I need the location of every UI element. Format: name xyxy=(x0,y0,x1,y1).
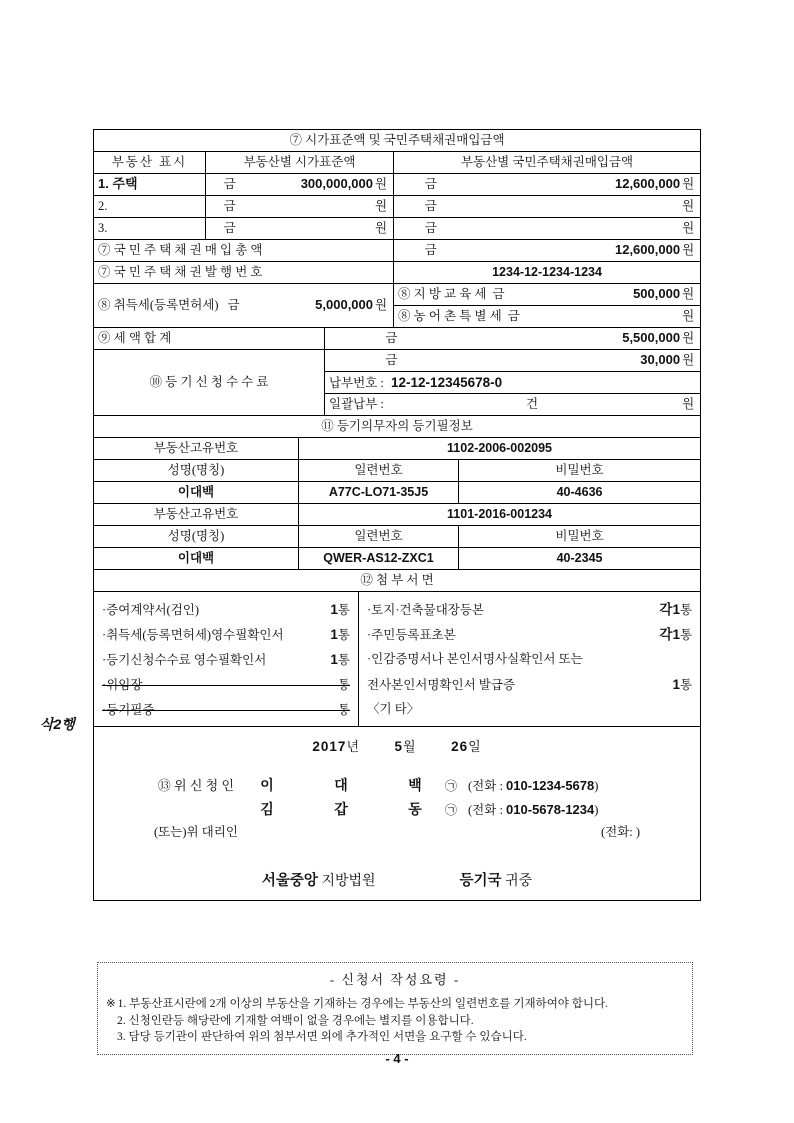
date-day: 26 xyxy=(451,739,469,754)
geum-label: 금 xyxy=(424,221,437,236)
attachment-label: ·증여계약서(검인) xyxy=(102,603,200,617)
applicant-row-2 xyxy=(94,801,700,825)
attachment-label: 〈기 타〉 xyxy=(367,702,420,716)
attachment-label: 전사본인서명확인서 발급증 xyxy=(367,678,516,692)
geum-label: 금 xyxy=(424,243,437,258)
table-row-unique-no-1 xyxy=(94,438,701,460)
applicant1-name-char-3: 백 xyxy=(408,776,422,793)
agent-row xyxy=(94,825,700,851)
local-education-tax-value: 500,000 xyxy=(633,286,681,302)
section7-title: ⑦ 시가표준액 및 국민주택채권매입금액 xyxy=(94,130,701,152)
date-month-unit: 월 xyxy=(403,739,417,754)
bond-amount-3 xyxy=(394,218,701,240)
bond-total-value: 12,600,000 xyxy=(614,242,681,258)
agent-phone: (전화: ) xyxy=(600,824,641,839)
date-year-unit: 년 xyxy=(346,739,360,754)
attachment-item xyxy=(367,672,692,697)
obligor-name-1: 이대백 xyxy=(94,482,299,504)
bond-total-value-cell xyxy=(394,240,701,262)
attachment-item-struck xyxy=(102,697,350,722)
table-row-entry-values-1 xyxy=(94,482,701,504)
signature-block xyxy=(94,727,701,901)
table-row-entry-headers-2 xyxy=(94,526,701,548)
applicant1-name-char-1: 이 xyxy=(260,776,274,793)
table-row-acquisition-and-local-edu-tax xyxy=(94,284,701,306)
table-row-property-3 xyxy=(94,218,701,240)
table-row-bond-total xyxy=(94,240,701,262)
attachments-left-list xyxy=(100,594,352,724)
attachment-qty: 통 xyxy=(337,703,350,717)
unique-no-value-2: 1101-2016-001234 xyxy=(299,504,701,526)
standard-value-amount-1: 300,000,000 xyxy=(300,176,373,192)
header-property-display: 부동산 표시 xyxy=(94,152,206,174)
won-label: 원 xyxy=(682,331,695,346)
attachment-qty: 1통 xyxy=(330,602,350,617)
table-row-tax-total xyxy=(94,328,701,350)
standard-value-3 xyxy=(206,218,394,240)
attachment-qty: 1통 xyxy=(330,652,350,667)
won-label: 원 xyxy=(375,177,388,192)
unique-no-label-1: 부동산고유번호 xyxy=(94,438,299,460)
acquisition-tax-cell xyxy=(94,284,394,328)
applicant1-name-char-2: 대 xyxy=(334,776,348,793)
attachment-label: ·주민등록표초본 xyxy=(367,628,456,642)
property-label-1: 1. 주택 xyxy=(94,174,206,196)
local-education-tax-cell xyxy=(394,284,701,306)
acquisition-tax-value: 5,000,000 xyxy=(315,297,373,313)
table-row-section11-title xyxy=(94,416,701,438)
unique-no-label-2: 부동산고유번호 xyxy=(94,504,299,526)
tax-total-value-cell xyxy=(325,328,701,350)
table-row-registration-fee-amount xyxy=(94,350,701,372)
applicant2-name-char-1: 김 xyxy=(260,800,274,817)
won-label: 원 xyxy=(682,243,695,258)
password-header-2: 비밀번호 xyxy=(459,526,701,548)
payment-number-label: 납부번호 : xyxy=(329,375,384,390)
geum-label: 금 xyxy=(227,298,240,313)
attachment-label: ·등기신청수수료 영수필확인서 xyxy=(102,653,267,667)
registration-fee-label: ⑩ 등 기 신 청 수 수 료 xyxy=(94,350,325,416)
local-education-tax-label: ⑧ 지 방 교 육 세 xyxy=(398,287,487,302)
standard-value-2 xyxy=(206,196,394,218)
table-row-unique-no-2 xyxy=(94,504,701,526)
header-bond-amount: 부동산별 국민주택채권매입금액 xyxy=(394,152,701,174)
attachments-right-column xyxy=(359,592,701,727)
geum-label: 금 xyxy=(385,353,398,368)
applicant2-name-char-3: 동 xyxy=(408,800,422,817)
table-row-section7-title xyxy=(94,130,701,152)
geum-label: 금 xyxy=(424,177,437,192)
attachment-item xyxy=(102,597,350,622)
seal-icon: ㉠ xyxy=(444,802,457,817)
attachment-label: ·위임장 xyxy=(102,678,143,692)
instruction-item-1: ※ 1. 부동산표시란에 2개 이상의 부동산을 기재하는 경우에는 부동산의 일련번호를 기재하여야 합니다. xyxy=(106,998,608,1010)
attachment-item xyxy=(367,697,692,722)
attachment-qty: 1통 xyxy=(672,677,693,692)
instruction-item-2: 2. 신청인란등 해당란에 기재할 여백이 없을 경우에는 별지를 이용합니다. xyxy=(117,1014,474,1027)
attachment-item-struck xyxy=(102,672,350,697)
name-header-1: 성명(명칭) xyxy=(94,460,299,482)
unique-no-value-1: 1102-2006-002095 xyxy=(299,438,701,460)
page-number: - 4 - xyxy=(385,1051,409,1066)
geum-label: 금 xyxy=(223,177,236,192)
applicant-row-1 xyxy=(94,777,700,801)
court-office-row xyxy=(94,873,700,890)
bond-amount-2 xyxy=(394,196,701,218)
farm-special-tax-label: ⑧ 농 어 촌 특 별 세 xyxy=(398,309,502,324)
standard-value-1 xyxy=(206,174,394,196)
won-label: 원 xyxy=(682,309,695,324)
acquisition-tax-label: ⑧ 취득세(등록면허세) xyxy=(98,298,219,313)
geum-label: 금 xyxy=(492,287,505,302)
attachment-item xyxy=(102,622,350,647)
serial-no-value-1: A77C-LO71-35J5 xyxy=(299,482,459,504)
attachment-item xyxy=(367,622,692,647)
attachment-item xyxy=(367,647,692,672)
office-name: 등기국 귀중 xyxy=(459,872,533,889)
obligor-name-2: 이대백 xyxy=(94,548,299,570)
application-date xyxy=(94,739,700,755)
password-value-1: 40-4636 xyxy=(459,482,701,504)
date-year: 2017 xyxy=(312,739,347,754)
court-name: 서울중앙 지방법원 xyxy=(261,872,376,889)
bond-amount-1 xyxy=(394,174,701,196)
table-row-section7-headers xyxy=(94,152,701,174)
seal-icon: ㉠ xyxy=(444,778,457,793)
bond-total-label: ⑦ 국 민 주 택 채 권 매 입 총 액 xyxy=(94,240,394,262)
table-row-section12-title xyxy=(94,570,701,592)
serial-no-header-1: 일련번호 xyxy=(299,460,459,482)
property-label-3: 3. xyxy=(94,218,206,240)
form-instructions-box xyxy=(97,962,693,1055)
table-row-entry-values-2 xyxy=(94,548,701,570)
attachment-label: ·등기필증 xyxy=(102,703,155,717)
payment-number-cell xyxy=(325,372,701,394)
table-row-bond-issue-number xyxy=(94,262,701,284)
applicant-signature-grid xyxy=(94,777,700,890)
won-label: 원 xyxy=(375,199,388,214)
password-header-1: 비밀번호 xyxy=(459,460,701,482)
attachment-item xyxy=(367,597,692,622)
won-label: 원 xyxy=(375,221,388,236)
won-label: 원 xyxy=(682,177,695,192)
instruction-item-3: 3. 담당 등기관이 판단하여 위의 첨부서면 외에 추가적인 서면을 요구할 수 있습니다. xyxy=(117,1031,527,1044)
table-row-property-1 xyxy=(94,174,701,196)
won-label: 원 xyxy=(682,353,695,368)
serial-no-value-2: QWER-AS12-ZXC1 xyxy=(299,548,459,570)
bond-issue-number-value: 1234-12-1234-1234 xyxy=(394,262,701,284)
attachment-item xyxy=(102,647,350,672)
registration-fee-amount: 30,000 xyxy=(640,352,681,368)
registration-application-form-table xyxy=(93,129,701,901)
password-value-2: 40-2345 xyxy=(459,548,701,570)
table-row-attachments xyxy=(94,592,701,727)
attachment-qty: 각1통 xyxy=(659,627,693,642)
attachments-left-column xyxy=(94,592,359,727)
asterisk-icon: ※ xyxy=(106,998,116,1010)
table-row-property-2 xyxy=(94,196,701,218)
attachment-label: ·토지·건축물대장등본 xyxy=(367,603,485,617)
won-label: 원 xyxy=(682,221,695,236)
section12-title: ⑫ 첨 부 서 면 xyxy=(94,570,701,592)
attachments-right-list xyxy=(365,594,694,724)
won-label: 원 xyxy=(682,287,695,302)
bulk-payment-cell xyxy=(325,394,701,416)
geum-label: 금 xyxy=(424,199,437,214)
tax-total-label: ⑨ 세 액 합 계 xyxy=(94,328,325,350)
serial-no-header-2: 일련번호 xyxy=(299,526,459,548)
attachment-label: ·인감증명서나 본인서명사실확인서 또는 xyxy=(367,652,583,666)
attachment-qty: 각1통 xyxy=(659,602,693,617)
bond-issue-number-label: ⑦ 국 민 주 택 채 권 발 행 번 호 xyxy=(94,262,394,284)
attachment-label: ·취득세(등록면허세)영수필확인서 xyxy=(102,628,284,642)
agent-label: (또는)위 대리인 xyxy=(154,824,238,839)
applicant2-name-char-2: 갑 xyxy=(334,800,348,817)
payment-number-value: 12-12-12345678-0 xyxy=(391,374,503,390)
table-row-signature-block xyxy=(94,727,701,901)
header-standard-value: 부동산별 시가표준액 xyxy=(206,152,394,174)
margin-annotation-delete-2-lines: 삭2행 xyxy=(40,716,75,732)
won-label: 원 xyxy=(375,298,388,313)
geum-label: 금 xyxy=(507,309,520,324)
table-row-entry-headers-1 xyxy=(94,460,701,482)
won-label: 원 xyxy=(682,397,695,412)
geum-label: 금 xyxy=(223,221,236,236)
applicant2-phone: (전화 : 010-5678-1234) xyxy=(468,801,599,817)
applicant1-phone: (전화 : 010-1234-5678) xyxy=(468,777,599,793)
bulk-payment-count-unit: 건 xyxy=(525,397,539,412)
registration-fee-amount-cell xyxy=(325,350,701,372)
property-label-2: 2. xyxy=(94,196,206,218)
attachment-qty: 통 xyxy=(337,678,350,692)
bulk-payment-label: 일괄납부 : xyxy=(329,397,384,412)
date-day-unit: 일 xyxy=(468,739,482,754)
bond-amount-value-1: 12,600,000 xyxy=(614,176,681,192)
name-header-2: 성명(명칭) xyxy=(94,526,299,548)
date-month: 5 xyxy=(394,739,404,754)
section11-title: ⑪ 등기의무자의 등기필정보 xyxy=(94,416,701,438)
won-label: 원 xyxy=(682,199,695,214)
applicant-label: ⑬ 위 신 청 인 xyxy=(157,777,234,793)
geum-label: 금 xyxy=(385,331,398,346)
attachment-qty: 1통 xyxy=(330,627,350,642)
farm-special-tax-cell xyxy=(394,306,701,328)
tax-total-value: 5,500,000 xyxy=(622,330,681,346)
geum-label: 금 xyxy=(223,199,236,214)
instructions-title: - 신청서 작성요령 - xyxy=(329,972,461,987)
